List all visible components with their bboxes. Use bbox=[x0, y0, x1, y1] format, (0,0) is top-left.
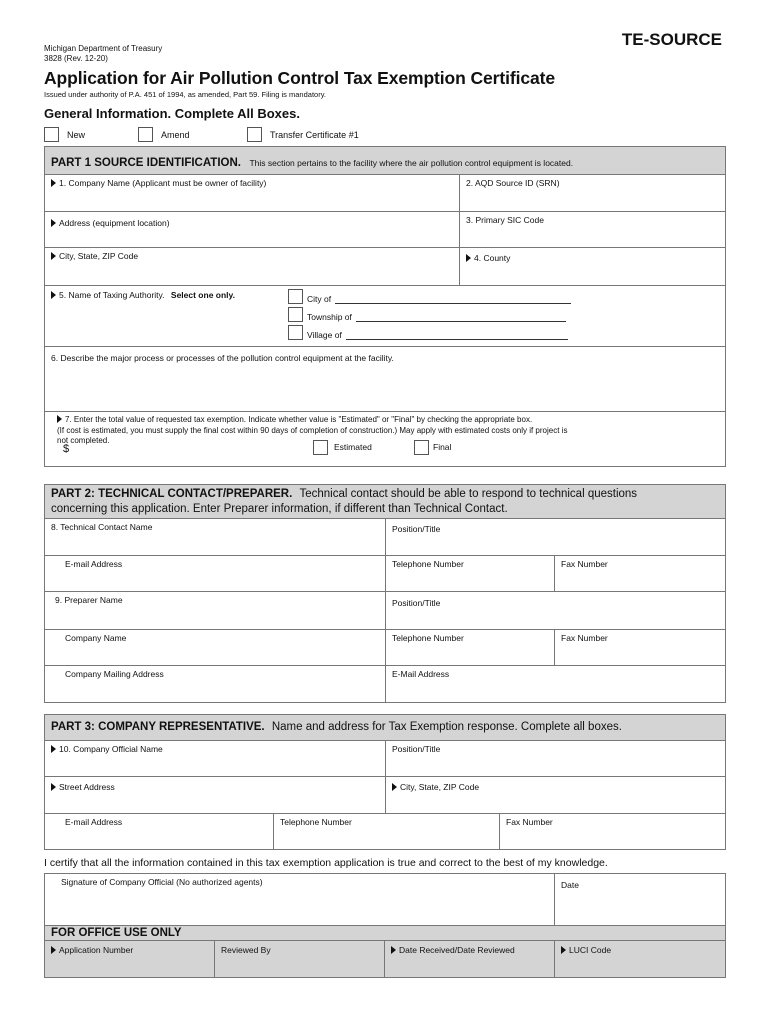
company-mailing-address-label: Company Mailing Address bbox=[65, 669, 164, 679]
part1-header bbox=[45, 147, 725, 175]
address-label: Address (equipment location) bbox=[59, 218, 170, 228]
official-fax-field[interactable] bbox=[500, 814, 725, 849]
official-fax-label: Fax Number bbox=[506, 817, 553, 827]
part2-header bbox=[45, 485, 725, 519]
exemption-value-instruction: 7. Enter the total value of requested tax exemption. Indicate whether value is "Estimated" or "Final" by checking the appropriate box. bbox=[65, 415, 533, 424]
technical-contact-name-field[interactable] bbox=[45, 519, 386, 556]
option-transfer-label: Transfer Certificate #1 bbox=[270, 129, 359, 140]
part3-title: PART 3: COMPANY REPRESENTATIVE. bbox=[51, 721, 265, 733]
company-name-label-2: Company Name bbox=[65, 633, 127, 643]
new-checkbox[interactable] bbox=[44, 127, 59, 142]
option-amend-label: Amend bbox=[161, 129, 190, 140]
date-received-field[interactable] bbox=[385, 940, 555, 977]
exemption-value-field bbox=[45, 412, 725, 466]
form-revision: 3828 (Rev. 12-20) bbox=[44, 54, 108, 63]
county-label: 4. County bbox=[474, 253, 511, 263]
official-email-label: E-mail Address bbox=[65, 817, 123, 827]
preparer-email-field[interactable] bbox=[386, 666, 725, 702]
township-of-option[interactable] bbox=[288, 307, 566, 322]
signature-date-label: Date bbox=[561, 880, 579, 890]
village-of-checkbox[interactable] bbox=[288, 325, 303, 340]
preparer-fax-field[interactable] bbox=[555, 630, 725, 666]
preparer-name-label: 9. Preparer Name bbox=[55, 595, 123, 605]
option-new-label: New bbox=[67, 129, 86, 140]
authority-note: Issued under authority of P.A. 451 of 1994, as amended, Part 59. Filing is mandatory. bbox=[44, 90, 326, 99]
required-marker-icon bbox=[57, 415, 62, 423]
application-number-label: Application Number bbox=[59, 945, 134, 955]
luci-code-field[interactable] bbox=[555, 940, 725, 977]
village-of-label: Village of bbox=[307, 330, 342, 340]
city-state-zip-label: City, State, ZIP Code bbox=[59, 251, 139, 261]
required-marker-icon bbox=[51, 783, 56, 791]
official-position-field[interactable] bbox=[386, 741, 725, 777]
official-phone-label: Telephone Number bbox=[280, 817, 352, 827]
part3-desc: Name and address for Tax Exemption response. Complete all boxes. bbox=[271, 721, 622, 733]
city-of-checkbox[interactable] bbox=[288, 289, 303, 304]
process-description-field[interactable] bbox=[45, 347, 725, 412]
amend-checkbox[interactable] bbox=[138, 127, 153, 142]
transfer-checkbox[interactable] bbox=[247, 127, 262, 142]
preparer-position-label: Position/Title bbox=[392, 598, 441, 608]
part3-header bbox=[45, 715, 725, 741]
part2-section bbox=[44, 484, 726, 703]
required-marker-icon bbox=[51, 252, 56, 260]
required-marker-icon bbox=[561, 946, 566, 954]
signature-section bbox=[44, 873, 726, 978]
reviewed-by-field[interactable] bbox=[215, 940, 385, 977]
application-number-field[interactable] bbox=[45, 940, 215, 977]
official-name-field[interactable] bbox=[45, 741, 386, 777]
technical-contact-name-label: 8. Technical Contact Name bbox=[51, 522, 153, 532]
signature-label: Signature of Company Official (No authorized agents) bbox=[61, 877, 263, 887]
certification-statement: I certify that all the information contained in this tax exemption application is true and correct to the best of my knowledge. bbox=[44, 857, 608, 869]
preparer-phone-label: Telephone Number bbox=[392, 633, 464, 643]
form-id: TE-SOURCE bbox=[621, 30, 722, 49]
official-email-field[interactable] bbox=[45, 814, 274, 849]
part2-title: PART 2: TECHNICAL CONTACT/PREPARER. bbox=[51, 488, 293, 500]
city-of-label: City of bbox=[307, 294, 332, 304]
taxing-authority-instruction: Select one only. bbox=[170, 290, 235, 300]
county-field[interactable] bbox=[460, 248, 725, 286]
township-of-line[interactable] bbox=[356, 321, 566, 322]
address-field[interactable] bbox=[45, 212, 460, 248]
city-state-zip-field[interactable] bbox=[45, 248, 460, 286]
required-marker-icon bbox=[391, 946, 396, 954]
exemption-value-note: (If cost is estimated, you must supply the final cost within 90 days of completion of construction.) May apply with estimated costs only if project is bbox=[57, 425, 568, 435]
part3-section bbox=[44, 714, 726, 850]
estimated-checkbox[interactable] bbox=[313, 440, 328, 455]
application-type-options bbox=[44, 127, 444, 143]
tech-phone-label: Telephone Number bbox=[392, 559, 464, 569]
preparer-email-label: E-Mail Address bbox=[392, 669, 450, 679]
tech-position-field[interactable] bbox=[386, 519, 725, 556]
agency-block bbox=[44, 44, 162, 64]
final-label: Final bbox=[433, 442, 452, 453]
general-info-title: General Information. Complete All Boxes. bbox=[44, 106, 300, 121]
sic-code-field[interactable] bbox=[460, 212, 725, 248]
required-marker-icon bbox=[51, 179, 56, 187]
company-name-field[interactable] bbox=[45, 175, 460, 212]
part2-desc-cont: concerning this application. Enter Preparer information, if different than Technical Contact. bbox=[51, 503, 508, 515]
company-name-label: 1. Company Name (Applicant must be owner of facility) bbox=[59, 178, 267, 188]
official-phone-field[interactable] bbox=[274, 814, 500, 849]
city-of-option[interactable] bbox=[288, 289, 571, 304]
official-name-label: 10. Company Official Name bbox=[59, 744, 163, 754]
page-title: Application for Air Pollution Control Tax Exemption Certificate bbox=[44, 68, 555, 88]
signature-field[interactable] bbox=[45, 874, 555, 926]
signature-date-field[interactable] bbox=[555, 874, 725, 926]
final-checkbox[interactable] bbox=[414, 440, 429, 455]
township-of-label: Township of bbox=[307, 312, 352, 322]
tech-fax-label: Fax Number bbox=[561, 559, 608, 569]
option-amend[interactable] bbox=[138, 127, 190, 142]
township-of-checkbox[interactable] bbox=[288, 307, 303, 322]
final-option[interactable] bbox=[414, 440, 451, 455]
official-city-label: City, State, ZIP Code bbox=[400, 782, 480, 792]
part1-title: PART 1 SOURCE IDENTIFICATION. bbox=[51, 157, 241, 169]
option-new[interactable] bbox=[44, 127, 85, 142]
official-position-label: Position/Title bbox=[392, 744, 441, 754]
company-mailing-address-field[interactable] bbox=[45, 666, 386, 702]
preparer-fax-label: Fax Number bbox=[561, 633, 608, 643]
village-of-line[interactable] bbox=[346, 339, 568, 340]
company-name-field-2[interactable] bbox=[45, 630, 386, 666]
part1-section bbox=[44, 146, 726, 467]
official-city-field[interactable] bbox=[386, 777, 725, 814]
required-marker-icon bbox=[466, 254, 471, 262]
part2-desc: Technical contact should be able to respond to technical questions bbox=[299, 488, 638, 500]
taxing-authority-label: 5. Name of Taxing Authority. bbox=[59, 290, 165, 300]
preparer-name-field[interactable] bbox=[45, 592, 386, 630]
agency-name: Michigan Department of Treasury bbox=[44, 44, 163, 53]
village-of-option[interactable] bbox=[288, 325, 568, 340]
estimated-label: Estimated bbox=[334, 442, 372, 453]
city-of-line[interactable] bbox=[335, 303, 571, 304]
office-use-block bbox=[45, 926, 725, 977]
part1-desc: This section pertains to the facility where the air pollution control equipment is located. bbox=[249, 158, 574, 168]
process-description-label: 6. Describe the major process or processes of the pollution control equipment at the facility. bbox=[51, 353, 394, 363]
tech-email-field[interactable] bbox=[45, 556, 386, 592]
estimated-option[interactable] bbox=[313, 440, 372, 455]
tech-phone-field[interactable] bbox=[386, 556, 555, 592]
dollar-sign: $ bbox=[63, 443, 70, 455]
option-transfer[interactable] bbox=[247, 127, 359, 142]
sic-code-label: 3. Primary SIC Code bbox=[466, 215, 544, 225]
taxing-authority-field bbox=[45, 286, 725, 347]
required-marker-icon bbox=[51, 946, 56, 954]
exemption-value-note-end: not completed. bbox=[57, 436, 110, 445]
tech-position-label: Position/Title bbox=[392, 524, 441, 534]
street-address-field[interactable] bbox=[45, 777, 386, 814]
aqd-source-id-label: 2. AQD Source ID (SRN) bbox=[466, 178, 560, 188]
preparer-position-field[interactable] bbox=[386, 592, 725, 630]
date-received-label: Date Received/Date Reviewed bbox=[399, 945, 515, 955]
street-address-label: Street Address bbox=[59, 782, 115, 792]
aqd-source-id-field[interactable] bbox=[460, 175, 725, 212]
tech-fax-field[interactable] bbox=[555, 556, 725, 592]
required-marker-icon bbox=[392, 783, 397, 791]
required-marker-icon bbox=[51, 219, 56, 227]
required-marker-icon bbox=[51, 745, 56, 753]
required-marker-icon bbox=[51, 291, 56, 299]
office-use-title: FOR OFFICE USE ONLY bbox=[51, 927, 182, 939]
luci-code-label: LUCI Code bbox=[569, 945, 612, 955]
reviewed-by-label: Reviewed By bbox=[221, 945, 271, 955]
tech-email-label: E-mail Address bbox=[65, 559, 123, 569]
preparer-phone-field[interactable] bbox=[386, 630, 555, 666]
